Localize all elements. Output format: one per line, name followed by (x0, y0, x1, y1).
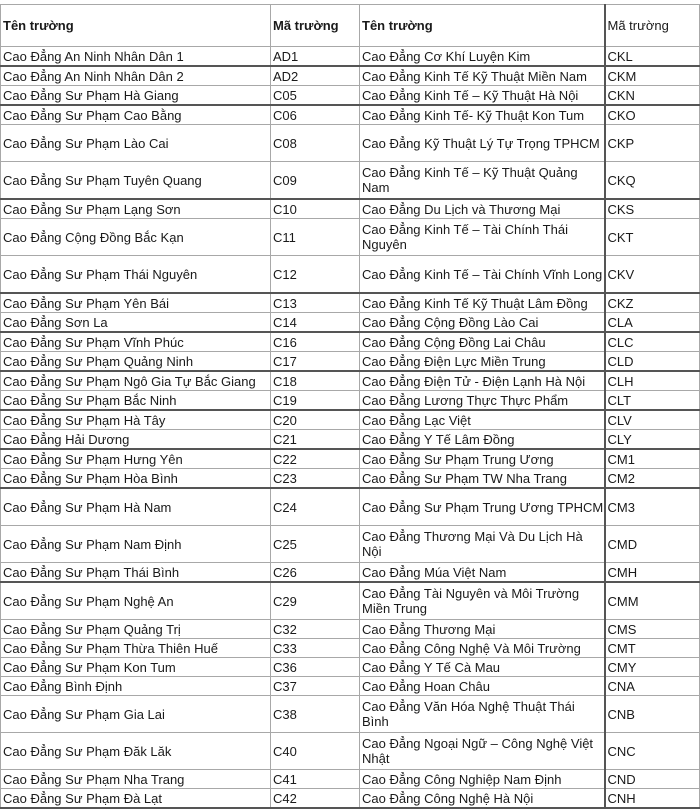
school-name-right: Cao Đẳng Cơ Khí Luyện Kim (360, 47, 605, 67)
school-code-left: C19 (271, 391, 360, 411)
school-name-right: Cao Đẳng Công Nghiệp Nam Định (360, 770, 605, 789)
school-name-left: Cao Đẳng Sư Phạm Gia Lai (1, 696, 271, 733)
school-name-right: Cao Đẳng Lạc Việt (360, 410, 605, 430)
school-code-right: CMH (605, 563, 700, 583)
table-row (1, 47, 700, 67)
school-code-left: C24 (271, 488, 360, 526)
school-name-right: Cao Đẳng Công Nghệ Và Môi Trường (360, 639, 605, 658)
school-name-right: Cao Đẳng Cộng Đồng Lai Châu (360, 332, 605, 352)
table-row (1, 733, 700, 770)
school-code-left: C21 (271, 430, 360, 450)
school-code-left: C23 (271, 469, 360, 489)
school-name-right: Cao Đẳng Ngoại Ngữ – Công Nghệ Việt Nhật (360, 733, 605, 770)
table-row (1, 430, 700, 450)
school-code-right: CLH (605, 371, 700, 391)
school-name-left: Cao Đẳng Sư Phạm Thái Nguyên (1, 256, 271, 294)
school-name-right: Cao Đẳng Hoan Châu (360, 677, 605, 696)
school-code-left: C36 (271, 658, 360, 677)
school-code-left: C11 (271, 219, 360, 256)
table-row (1, 219, 700, 256)
school-name-left: Cao Đẳng Sư Phạm Nghệ An (1, 582, 271, 620)
school-code-right: CM3 (605, 488, 700, 526)
school-name-left: Cao Đẳng Sư Phạm Hà Nam (1, 488, 271, 526)
school-code-right: CMY (605, 658, 700, 677)
table-row (1, 162, 700, 200)
school-name-right: Cao Đẳng Tài Nguyên và Môi Trường Miền Trung (360, 582, 605, 620)
school-name-left: Cao Đẳng Sư Phạm Đà Lạt (1, 789, 271, 809)
school-code-right: CKM (605, 66, 700, 86)
table-row (1, 639, 700, 658)
school-code-left: C20 (271, 410, 360, 430)
school-name-left: Cao Đẳng Sư Phạm Kon Tum (1, 658, 271, 677)
school-name-right: Cao Đẳng Điện Lực Miền Trung (360, 352, 605, 372)
school-code-right: CKZ (605, 293, 700, 313)
school-name-right: Cao Đẳng Cộng Đồng Lào Cai (360, 313, 605, 333)
school-name-right: Cao Đẳng Kinh Tế Kỹ Thuật Lâm Đồng (360, 293, 605, 313)
header-school-name-left: Tên trường (1, 5, 271, 47)
school-name-right: Cao Đẳng Kinh Tế – Tài Chính Thái Nguyên (360, 219, 605, 256)
school-code-right: CKS (605, 199, 700, 219)
table-row (1, 125, 700, 162)
school-name-right: Cao Đẳng Sư Phạm TW Nha Trang (360, 469, 605, 489)
school-code-left: C32 (271, 620, 360, 639)
table-row (1, 449, 700, 469)
school-code-right: CKP (605, 125, 700, 162)
school-name-right: Cao Đẳng Sư Phạm Trung Ương TPHCM (360, 488, 605, 526)
school-code-left: C40 (271, 733, 360, 770)
school-code-left: AD2 (271, 66, 360, 86)
table-row (1, 469, 700, 489)
table-row (1, 696, 700, 733)
school-name-right: Cao Đẳng Lương Thực Thực Phẩm (360, 391, 605, 411)
school-code-right: CM1 (605, 449, 700, 469)
school-name-left: Cao Đẳng Sư Phạm Cao Bằng (1, 105, 271, 125)
school-name-left: Cao Đẳng Sư Phạm Hà Tây (1, 410, 271, 430)
table-row (1, 658, 700, 677)
school-name-left: Cao Đẳng Sư Phạm Hòa Bình (1, 469, 271, 489)
school-code-right: CNB (605, 696, 700, 733)
school-code-left: C18 (271, 371, 360, 391)
school-name-left: Cao Đẳng Sư Phạm Quảng Ninh (1, 352, 271, 372)
school-code-left: C41 (271, 770, 360, 789)
school-name-left: Cao Đẳng Sư Phạm Quảng Trị (1, 620, 271, 639)
table-row (1, 563, 700, 583)
school-code-right: CKL (605, 47, 700, 67)
school-name-left: Cao Đẳng Bình Định (1, 677, 271, 696)
school-name-left: Cao Đẳng Sư Phạm Nam Định (1, 526, 271, 563)
school-name-right: Cao Đẳng Công Nghệ Hà Nội (360, 789, 605, 809)
school-code-left: C26 (271, 563, 360, 583)
header-school-code-right: Mã trường (605, 5, 700, 47)
school-name-left: Cao Đẳng Sư Phạm Vĩnh Phúc (1, 332, 271, 352)
table-row (1, 332, 700, 352)
table-row (1, 352, 700, 372)
school-name-right: Cao Đẳng Y Tế Lâm Đồng (360, 430, 605, 450)
school-name-left: Cao Đẳng Sư Phạm Lào Cai (1, 125, 271, 162)
table-body (1, 47, 700, 809)
school-code-right: CNA (605, 677, 700, 696)
school-name-left: Cao Đẳng Sư Phạm Tuyên Quang (1, 162, 271, 200)
school-name-left: Cao Đẳng An Ninh Nhân Dân 1 (1, 47, 271, 67)
school-name-left: Cao Đẳng Sư Phạm Lạng Sơn (1, 199, 271, 219)
school-code-right: CLY (605, 430, 700, 450)
school-name-left: Cao Đẳng Sơn La (1, 313, 271, 333)
school-code-left: C08 (271, 125, 360, 162)
school-code-left: AD1 (271, 47, 360, 67)
school-code-left: C29 (271, 582, 360, 620)
school-name-right: Cao Đẳng Điện Tử - Điện Lạnh Hà Nội (360, 371, 605, 391)
table-header-row (1, 5, 700, 47)
school-code-left: C25 (271, 526, 360, 563)
school-name-left: Cao Đẳng Sư Phạm Hà Giang (1, 86, 271, 106)
table-row (1, 256, 700, 294)
school-name-left: Cao Đẳng Sư Phạm Yên Bái (1, 293, 271, 313)
school-name-left: Cao Đẳng Sư Phạm Bắc Ninh (1, 391, 271, 411)
school-name-left: Cao Đẳng Sư Phạm Thừa Thiên Huế (1, 639, 271, 658)
school-name-right: Cao Đẳng Thương Mại Và Du Lịch Hà Nội (360, 526, 605, 563)
school-code-right: CMT (605, 639, 700, 658)
school-code-left: C16 (271, 332, 360, 352)
school-code-left: C13 (271, 293, 360, 313)
school-name-right: Cao Đẳng Y Tế Cà Mau (360, 658, 605, 677)
school-code-right: CNC (605, 733, 700, 770)
table-row (1, 677, 700, 696)
table-row (1, 770, 700, 789)
school-name-left: Cao Đẳng An Ninh Nhân Dân 2 (1, 66, 271, 86)
school-code-left: C14 (271, 313, 360, 333)
table-row (1, 789, 700, 809)
school-code-right: CKT (605, 219, 700, 256)
school-name-left: Cao Đẳng Sư Phạm Ngô Gia Tự Bắc Giang (1, 371, 271, 391)
table-row (1, 410, 700, 430)
school-code-right: CLT (605, 391, 700, 411)
table-row (1, 66, 700, 86)
school-code-right: CM2 (605, 469, 700, 489)
school-code-left: C33 (271, 639, 360, 658)
school-code-left: C37 (271, 677, 360, 696)
school-code-left: C05 (271, 86, 360, 106)
school-name-right: Cao Đẳng Kinh Tế- Kỹ Thuật Kon Tum (360, 105, 605, 125)
school-name-left: Cao Đẳng Sư Phạm Nha Trang (1, 770, 271, 789)
table-row (1, 86, 700, 106)
table-row (1, 293, 700, 313)
school-name-left: Cao Đẳng Sư Phạm Thái Bình (1, 563, 271, 583)
table-row (1, 488, 700, 526)
school-code-right: CNH (605, 789, 700, 809)
table-row (1, 371, 700, 391)
school-code-table-container (0, 4, 699, 809)
table-row (1, 105, 700, 125)
table-row (1, 620, 700, 639)
school-code-right: CKV (605, 256, 700, 294)
school-code-left: C17 (271, 352, 360, 372)
school-code-right: CLC (605, 332, 700, 352)
header-school-code-left: Mã trường (271, 5, 360, 47)
school-code-left: C10 (271, 199, 360, 219)
school-name-left: Cao Đẳng Hải Dương (1, 430, 271, 450)
school-code-left: C06 (271, 105, 360, 125)
school-code-right: CMM (605, 582, 700, 620)
school-name-right: Cao Đẳng Thương Mại (360, 620, 605, 639)
school-code-right: CLD (605, 352, 700, 372)
table-row (1, 391, 700, 411)
school-code-left: C22 (271, 449, 360, 469)
school-code-left: C42 (271, 789, 360, 809)
school-code-left: C09 (271, 162, 360, 200)
school-code-right: CLA (605, 313, 700, 333)
school-name-right: Cao Đẳng Kinh Tế – Kỹ Thuật Hà Nội (360, 86, 605, 106)
table-row (1, 199, 700, 219)
school-name-left: Cao Đẳng Cộng Đồng Bắc Kạn (1, 219, 271, 256)
school-name-right: Cao Đẳng Kinh Tế Kỹ Thuật Miền Nam (360, 66, 605, 86)
table-row (1, 582, 700, 620)
school-code-right: CKQ (605, 162, 700, 200)
table-row (1, 313, 700, 333)
school-name-right: Cao Đẳng Múa Việt Nam (360, 563, 605, 583)
school-name-right: Cao Đẳng Sư Phạm Trung Ương (360, 449, 605, 469)
school-code-left: C12 (271, 256, 360, 294)
school-code-right: CND (605, 770, 700, 789)
school-name-right: Cao Đẳng Văn Hóa Nghệ Thuật Thái Bình (360, 696, 605, 733)
school-code-right: CKN (605, 86, 700, 106)
school-code-left: C38 (271, 696, 360, 733)
school-code-right: CMS (605, 620, 700, 639)
school-code-right: CLV (605, 410, 700, 430)
school-code-right: CKO (605, 105, 700, 125)
school-name-left: Cao Đẳng Sư Phạm Đăk Lăk (1, 733, 271, 770)
school-name-right: Cao Đẳng Kinh Tế – Kỹ Thuật Quảng Nam (360, 162, 605, 200)
table-row (1, 526, 700, 563)
school-code-right: CMD (605, 526, 700, 563)
school-name-left: Cao Đẳng Sư Phạm Hưng Yên (1, 449, 271, 469)
school-name-right: Cao Đẳng Kỹ Thuật Lý Tự Trọng TPHCM (360, 125, 605, 162)
school-name-right: Cao Đẳng Du Lịch và Thương Mại (360, 199, 605, 219)
school-name-right: Cao Đẳng Kinh Tế – Tài Chính Vĩnh Long (360, 256, 605, 294)
school-code-table (0, 4, 700, 809)
header-school-name-right: Tên trường (360, 5, 605, 47)
